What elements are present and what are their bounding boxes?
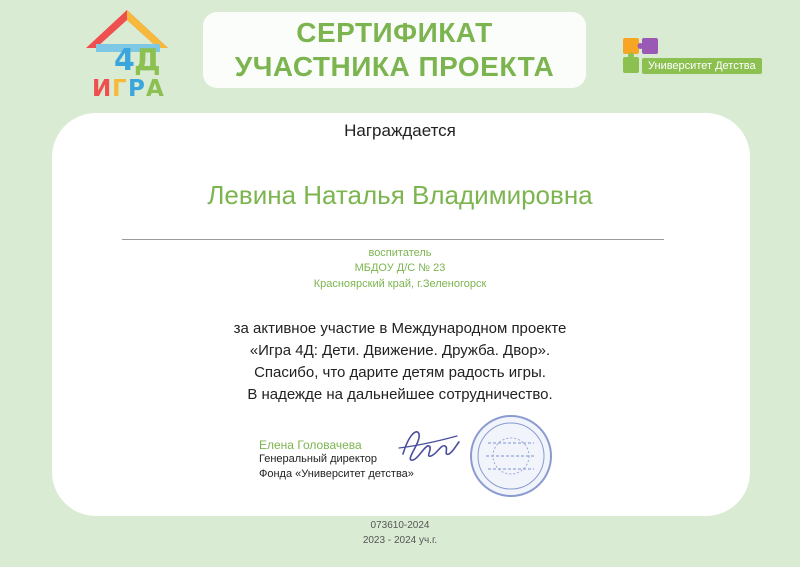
recipient-position: воспитатель: [368, 247, 432, 259]
body-line-3: Спасибо, что дарите детям радость игры.: [254, 364, 546, 381]
certificate-title-line-2: УЧАСТНИКА ПРОЕКТА: [234, 51, 555, 82]
recipient-name: Левина Наталья Владимировна: [207, 180, 593, 210]
handwritten-signature: [395, 424, 461, 470]
certificate-title-line-1: СЕРТИФИКАТ: [296, 17, 493, 48]
official-stamp: [466, 413, 556, 499]
certificate-number: 073610-2024: [370, 520, 430, 531]
name-underline: [122, 239, 664, 240]
certificate-title-box: [203, 12, 586, 88]
body-line-2: «Игра 4Д: Дети. Движение. Дружба. Двор».: [249, 342, 551, 359]
awarded-label: Награждается: [344, 121, 456, 140]
signatory-name: Елена Головачева: [259, 438, 362, 452]
svg-text:4: 4: [114, 43, 135, 78]
signatory-fund: Фонда «Университет детства»: [259, 468, 414, 480]
svg-text:Р: Р: [128, 76, 145, 100]
recipient-organization: МБДОУ Д/С № 23: [354, 262, 446, 274]
academic-year: 2023 - 2024 уч.г.: [362, 535, 438, 546]
igra-4d-logo: [82, 8, 172, 100]
body-line-1: за активное участие в Международном проекте: [233, 320, 567, 337]
svg-text:И: И: [92, 76, 112, 100]
svg-text:А: А: [146, 76, 164, 100]
universitet-detstva-label: Университет Детства: [642, 58, 762, 74]
universitet-detstva-logo: [618, 34, 778, 78]
recipient-region: Красноярский край, г.Зеленогорск: [313, 278, 487, 290]
body-line-4: В надежде на дальнейшее сотрудничество.: [247, 386, 553, 403]
svg-text:Д: Д: [134, 43, 161, 78]
svg-text:Г: Г: [112, 76, 127, 100]
signatory-role: Генеральный директор: [259, 453, 377, 465]
